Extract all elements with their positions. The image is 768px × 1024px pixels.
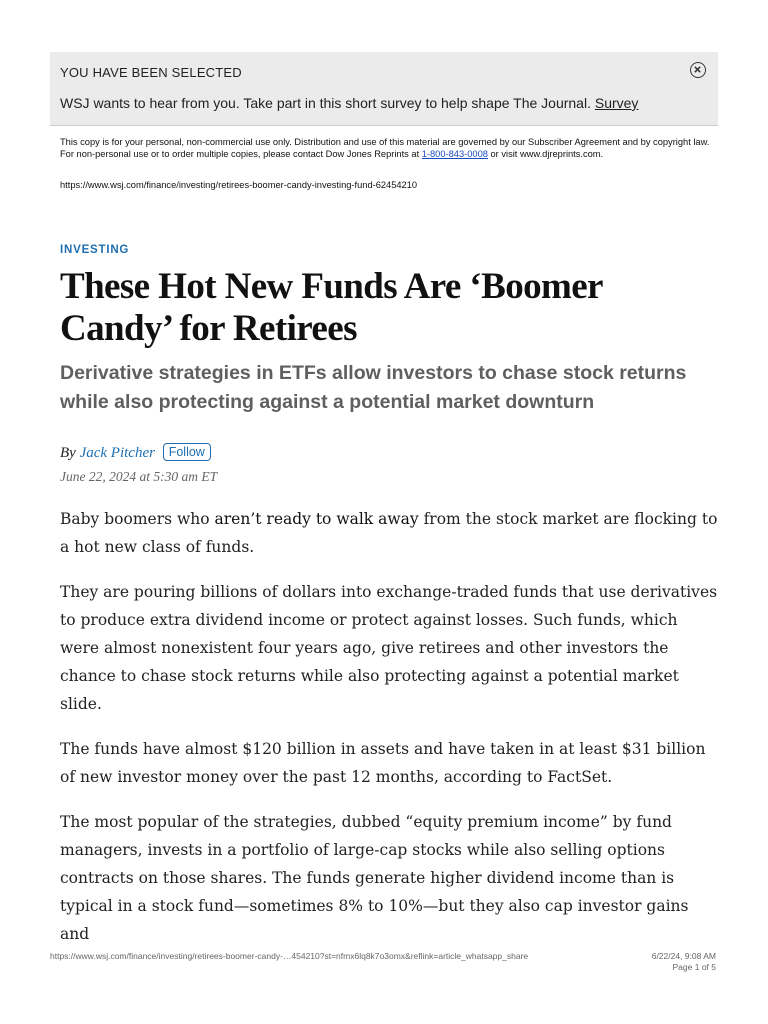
article-body [60, 505, 720, 965]
byline-prefix: By [60, 445, 76, 461]
paragraph-text: from the stock market are flocking to a hot new class of funds. [60, 510, 718, 556]
paragraph-text: Baby boomers who [60, 510, 210, 528]
footer-meta [652, 951, 716, 973]
publish-date: June 22, 2024 at 5:30 am ET [60, 469, 218, 484]
survey-banner [50, 52, 718, 126]
inline-article-link[interactable]: aren’t ready to walk away [214, 510, 419, 528]
reprint-notice-tail: or visit www.djreprints.com. [490, 149, 604, 159]
paragraph: They are pouring billions of dollars into exchange-traded funds that use derivatives to produce extra dividend income or protect against losses. Such funds, which were almost nonexistent four years ago, give retirees and other investors the chance to chase stock returns while also protecting against a potential market slide. [60, 583, 718, 713]
follow-button[interactable]: Follow [163, 443, 211, 461]
author-link[interactable]: Jack Pitcher [79, 445, 155, 461]
paragraph [60, 505, 720, 561]
byline [60, 443, 211, 462]
paragraph: The funds have almost $120 billion in assets and have taken in at least $31 billion of new investor money over the past 12 months, according to FactSet. [60, 740, 706, 786]
reprint-notice-text: This copy is for your personal, non-commercial use only. Distribution and use of this material are governed by our Subscriber Agreement and by copyright law. For non-personal use or to order multiple copies, please contact Dow Jones Reprints at [60, 137, 710, 159]
survey-message-text: WSJ wants to hear from you. Take part in this short survey to help shape The Journal. [60, 95, 591, 111]
survey-link[interactable]: Survey [594, 95, 639, 111]
subheadline: Derivative strategies in ETFs allow investors to chase stock returns while also protecting against a potential market downturn [60, 362, 687, 413]
print-datetime: 6/22/24, 9:08 AM [651, 951, 716, 961]
survey-message [60, 95, 638, 111]
page-number: Page 1 of 5 [672, 962, 716, 972]
close-icon[interactable] [690, 62, 706, 78]
reprints-phone-link[interactable]: 1-800-843-0008 [421, 149, 488, 159]
headline: These Hot New Funds Are ‘Boomer Candy’ for Retirees [60, 266, 603, 349]
survey-heading: YOU HAVE BEEN SELECTED [60, 65, 242, 80]
paragraph: The most popular of the strategies, dubbed “equity premium income” by fund managers, invests in a portfolio of large-cap stocks while also selling options contracts on those shares. The funds generate higher dividend income than is typical in a stock fund—sometimes 8% to 10%—but they also cap investor gains and [60, 813, 689, 943]
article-url: https://www.wsj.com/finance/investing/retirees-boomer-candy-investing-fund-62454210 [60, 180, 418, 190]
reprint-notice [60, 136, 720, 160]
footer-url: https://www.wsj.com/finance/investing/retirees-boomer-candy-…454210?st=nfmx6lq8k7o3omx&reflink=article_whatsapp_share [50, 951, 529, 961]
section-label[interactable]: INVESTING [60, 244, 130, 256]
